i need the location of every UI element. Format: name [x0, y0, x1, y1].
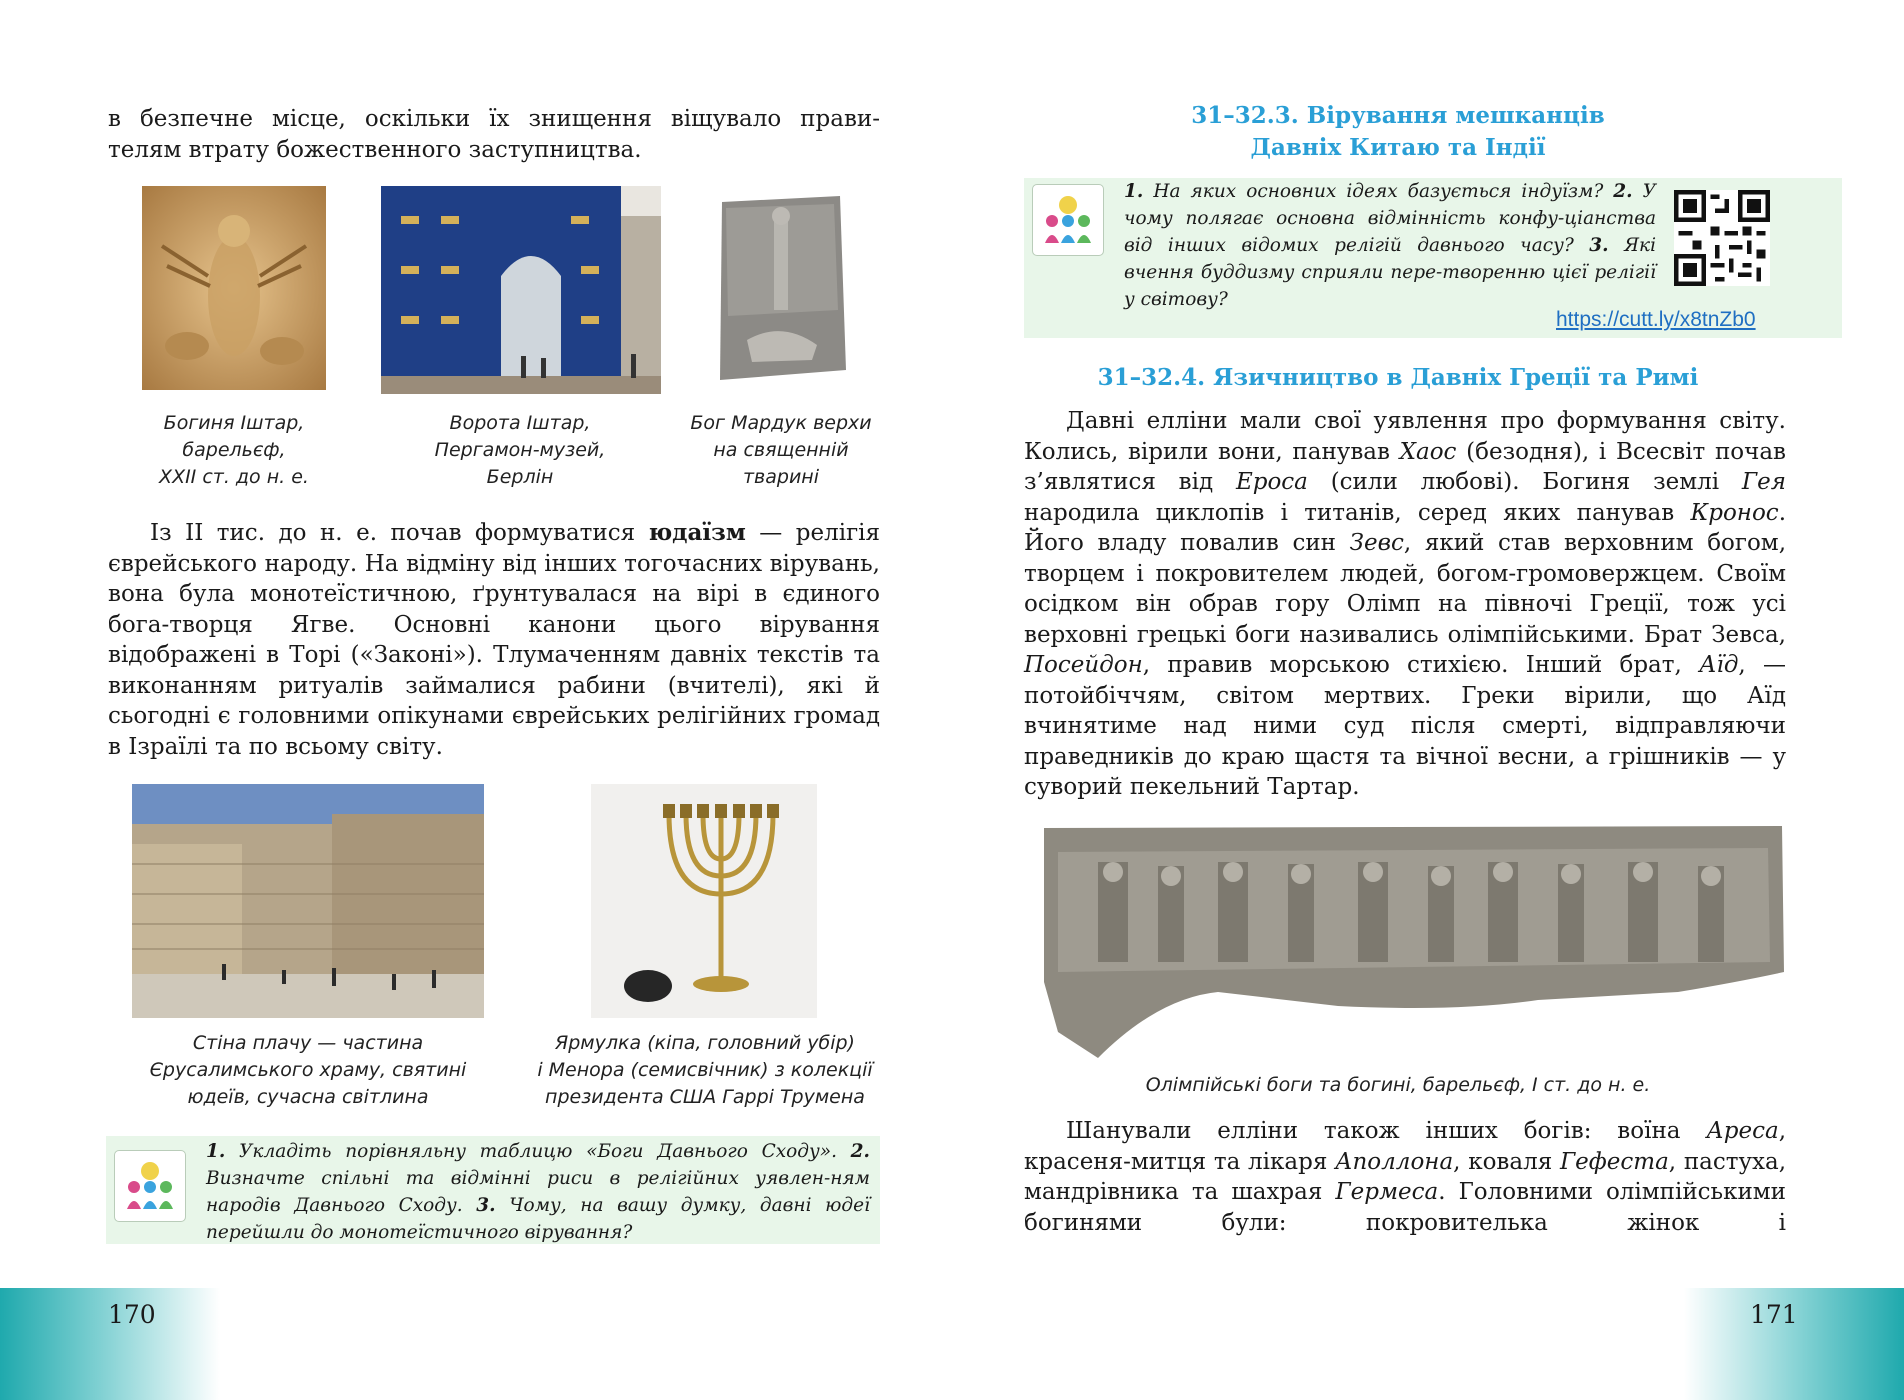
task-item: Визначте спільні та відмінні риси в релігійних уявлен-ням народів Давнього Сходу.: [206, 1168, 870, 1216]
italic-term: Гея: [1741, 469, 1786, 495]
ishtar-relief-caption: [120, 410, 348, 491]
relief-caption: Олімпійські боги та богині, барельєф, I ст. до н. е.: [1145, 1074, 1651, 1096]
caption-line: тварині: [742, 466, 820, 488]
caption-line: Єрусалимського храму, святині: [149, 1059, 467, 1081]
ishtar-gate-caption: [400, 410, 640, 491]
task-number: 3.: [476, 1195, 496, 1216]
section-heading-china-india: [1012, 100, 1784, 164]
intro-text: [108, 104, 880, 165]
menorah-image: [591, 784, 817, 1018]
task-item: У чому полягає основна відмінність конфу-ціанства від інших відомих релігій давнього часу?: [1124, 181, 1656, 256]
wailing-wall-caption: [120, 1030, 496, 1111]
caption-line: Пергамон-музей,: [434, 439, 606, 461]
resource-link[interactable]: https://cutt.ly/x8tnZb0: [1556, 308, 1756, 331]
section-heading-greece-rome: 31–32.4. Язичництво в Давніх Греції та Римі: [1097, 364, 1699, 391]
page-number-left: 170: [108, 1300, 156, 1329]
paragraph-text: . Його владу повалив син: [1024, 499, 1786, 556]
caption-line: Ворота Іштар,: [449, 412, 591, 434]
caption-line: Ярмулка (кіпа, головний убір): [555, 1032, 855, 1054]
paragraph-text: . Головними олімпійськими богинями були: покровителька жінок і: [1024, 1179, 1787, 1236]
paragraph-text: , пастуха, мандрівника та шахрая: [1024, 1148, 1787, 1205]
qr-code-icon[interactable]: [1674, 190, 1770, 286]
intro-line-1: в безпечне місце, оскільки їх знищення віщувало прави-: [108, 106, 880, 132]
task-number: 3.: [1589, 235, 1609, 256]
italic-term: Аполлона: [1335, 1148, 1454, 1175]
gods-paragraph-text: [1024, 1116, 1786, 1238]
italic-term: Ареса: [1706, 1118, 1779, 1144]
paragraph-text: , — потойбіччям, світом мертвих. Греки вірили, що Аїд вчинятиме над ними суд після смерті, відправляючи праведників до краю щастя та вічної весни, а грішників — у суворий пекельний Тартар.: [1024, 652, 1786, 800]
left-task-box: [106, 1136, 880, 1244]
left-task-text: [206, 1138, 870, 1246]
paragraph-text: Давні елліни мали свої уявлення про формування світу. Колись, вірили вони, панував: [1024, 408, 1786, 465]
caption-line: барельєф,: [182, 439, 286, 461]
caption-line: Стіна плачу — частина: [192, 1032, 424, 1054]
italic-term: Зевс: [1349, 530, 1404, 556]
caption-line: і Менора (семисвічник) з колекції: [537, 1059, 873, 1081]
caption-line: юдеїв, сучасна світлина: [187, 1086, 429, 1108]
marduk-caption: [674, 410, 888, 491]
paragraph-text: народила циклопів і титанів, серед яких панував: [1024, 499, 1691, 526]
judaism-paragraph: [108, 518, 880, 762]
caption-line: президента США Гаррі Трумена: [545, 1086, 865, 1108]
italic-term: Ероса: [1235, 469, 1308, 495]
menorah-caption: [520, 1030, 890, 1111]
page-number-right: 171: [1750, 1300, 1798, 1329]
gods-paragraph: [1024, 1116, 1786, 1238]
wailing-wall-image: [132, 784, 484, 1018]
heading-line: 31–32.3. Вірування мешканців: [1191, 102, 1605, 129]
caption-line: Берлін: [486, 466, 554, 488]
paragraph-text: Шанували елліни також інших богів: воїна: [1066, 1118, 1707, 1144]
italic-term: Гермеса: [1335, 1179, 1439, 1205]
caption-line: на священній: [713, 439, 849, 461]
right-task-box: [1024, 178, 1842, 338]
caption-line: Богиня Іштар,: [163, 412, 305, 434]
task-group-icon: [114, 1150, 186, 1222]
task-item: На яких основних ідеях базується індуїзм?: [1143, 181, 1604, 202]
task-number: 1.: [1124, 181, 1144, 202]
caption-line: XXII ст. до н. е.: [159, 466, 309, 488]
italic-term: Гефеста: [1559, 1148, 1669, 1175]
greece-paragraph-text: [1024, 406, 1786, 803]
caption-line: Бог Мардук верхи: [690, 412, 872, 434]
paragraph-text: (безодня), і Всесвіт почав з’являтися від: [1024, 438, 1787, 495]
intro-line-2: телям втрату божественного заступництва.: [108, 136, 642, 163]
task-item: Які вчення буддизму сприяли пере-творенню цієї релігії у світову?: [1124, 235, 1656, 310]
judaism-term: юдаїзм: [648, 519, 746, 546]
italic-term: Посейдон: [1024, 652, 1143, 678]
italic-term: Хаос: [1399, 438, 1457, 465]
paragraph-text: (сили любові). Богиня землі: [1307, 469, 1742, 495]
right-page: [952, 0, 1904, 1400]
marduk-relief-image: [712, 190, 852, 386]
italic-term: Кронос: [1690, 499, 1779, 526]
paragraph-text: , правив морською стихією. Інший брат,: [1142, 652, 1700, 678]
right-task-text: [1124, 178, 1656, 313]
task-number: 2.: [1613, 181, 1633, 202]
task-number: 1.: [206, 1141, 226, 1162]
ishtar-relief-image: [142, 186, 326, 390]
paragraph-text: — релігія єврейського народу. На відміну від інших тогочасних вірувань, вона була монотеїстичною, ґрунтувалася на вірі в єдиного бога-творця Ягве. Основні канони цього вірування відображені в Торі («Законі»). Тлумаченням давніх текстів та виконанням ритуалів займалися рабини (вчителі), які й сьогодні є головними опікунами єврейських релігійних громад в Ізраїлі та по всьому світу.: [108, 520, 880, 760]
paragraph-text: , коваля: [1453, 1148, 1560, 1175]
olympian-gods-relief-image: [1038, 822, 1788, 1058]
task-item: Чому, на вашу думку, давні юдеї перейшли до монотеїстичного вірування?: [206, 1195, 871, 1243]
ishtar-gate-image: [381, 186, 661, 394]
italic-term: Аїд: [1699, 652, 1739, 678]
heading-line: Давніх Китаю та Індії: [1250, 134, 1546, 161]
paragraph-text: , красеня-митця та лікаря: [1024, 1118, 1786, 1175]
paragraph-text: , який став верховним богом, творцем і покровителем людей, богом-громовержцем. Своїм осідком він обрав гору Олімп на півночі Греції, тож усі верховні грецькі боги називались олімпійськими. Брат Зевса,: [1024, 530, 1787, 648]
task-number: 2.: [850, 1141, 870, 1162]
greece-paragraph: [1024, 406, 1786, 803]
task-item: Укладіть порівняльну таблицю «Боги Давнього Сходу».: [225, 1141, 837, 1162]
task-group-icon: [1032, 184, 1104, 256]
paragraph-text: Із II тис. до н. е. почав формуватися: [150, 520, 649, 546]
